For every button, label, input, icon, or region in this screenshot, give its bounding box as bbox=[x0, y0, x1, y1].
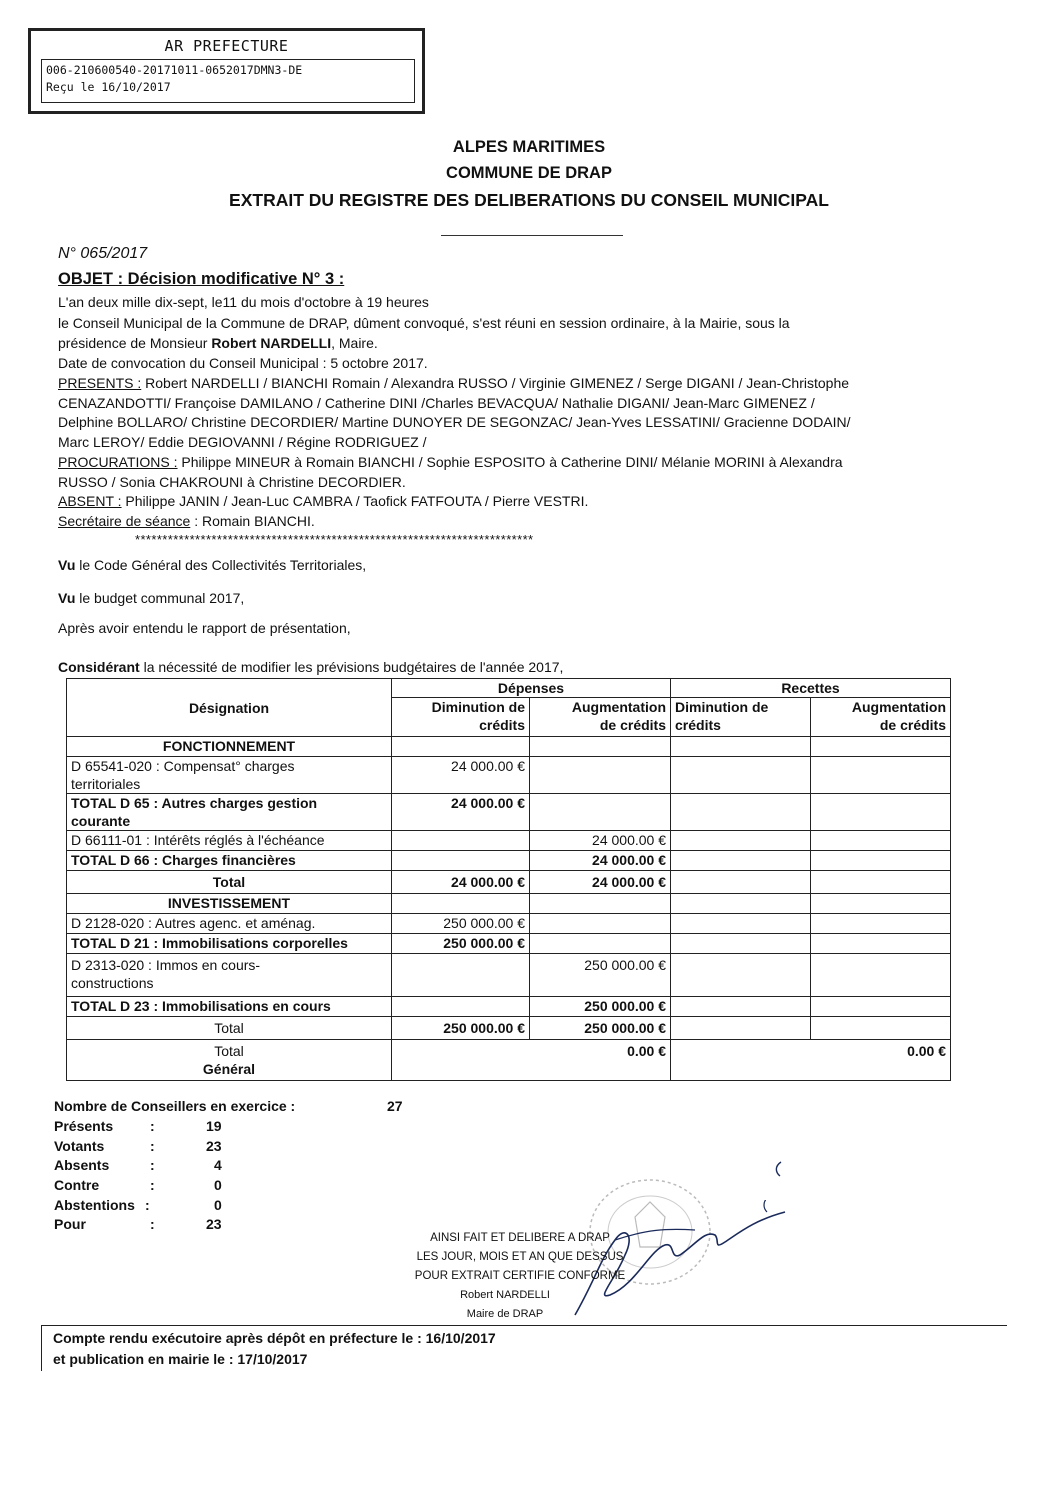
row-d65541-l2: territoriales bbox=[71, 776, 141, 792]
header-dep-augmentation-l2: de crédits bbox=[599, 717, 666, 733]
row-total-fonct-diminution: 24 000.00 € bbox=[392, 871, 530, 894]
table-row bbox=[67, 894, 951, 914]
header-recettes: Recettes bbox=[671, 679, 951, 698]
table-row bbox=[67, 871, 951, 894]
presents-line-2: CENAZANDOTTI/ Françoise DAMILANO / Catherine DINI /Charles BEVACQUA/ Nathalie DIGANI/ Jean-Marc GIMENEZ / bbox=[58, 395, 815, 411]
stat-label: Abstentions bbox=[54, 1197, 135, 1213]
section-fonctionnement: FONCTIONNEMENT bbox=[67, 737, 392, 757]
intro-line-2: le Conseil Municipal de la Commune de DRAP, dûment convoqué, s'est réuni en session ordinaire, à la Mairie, sous la bbox=[58, 315, 790, 331]
header-rec-augmentation-l1: Augmentation bbox=[851, 699, 946, 715]
considerant-text: la nécessité de modifier les prévisions budgétaires de l'année 2017, bbox=[139, 659, 564, 675]
empty-cell bbox=[671, 737, 811, 757]
row-total-fonct-augmentation: 24 000.00 € bbox=[530, 871, 671, 894]
vu-budget-prefix: Vu bbox=[58, 590, 76, 606]
stars-separator: ************************************************************************* bbox=[135, 532, 534, 547]
table-row bbox=[67, 1017, 951, 1040]
stat-value: 19 bbox=[206, 1118, 222, 1134]
secretaire-line bbox=[58, 513, 315, 529]
table-row bbox=[67, 831, 951, 851]
considerant bbox=[58, 659, 563, 675]
intro-line-3 bbox=[58, 335, 378, 351]
row-d66111: D 66111-01 : Intérêts réglés à l'échéance bbox=[67, 831, 392, 851]
intro-line-1: L'an deux mille dix-sept, le11 du mois d'octobre à 19 heures bbox=[58, 294, 429, 310]
row-total-fonctionnement: Total bbox=[67, 871, 392, 894]
row-total-invest-diminution: 250 000.00 € bbox=[392, 1017, 530, 1040]
vu-code-text: le Code Général des Collectivités Territoriales, bbox=[75, 557, 367, 573]
stamp-received-date: Reçu le 16/10/2017 bbox=[46, 80, 171, 94]
row-d65541 bbox=[67, 757, 392, 794]
presents-line-4: Marc LEROY/ Eddie DEGIOVANNI / Régine RODRIGUEZ / bbox=[58, 434, 427, 450]
signature-line-3: POUR EXTRAIT CERTIFIE CONFORME bbox=[414, 1270, 626, 1282]
row-d2128: D 2128-020 : Autres agenc. et aménag. bbox=[67, 914, 392, 934]
table-row bbox=[67, 851, 951, 871]
stat-value: 23 bbox=[206, 1216, 222, 1232]
stamp-title: AR PREFECTURE bbox=[164, 37, 289, 55]
empty-cell bbox=[671, 954, 811, 997]
stat-sep: : bbox=[150, 1177, 155, 1193]
row-d65541-l1: D 65541-020 : Compensat° charges bbox=[71, 758, 295, 774]
row-total-d21-diminution: 250 000.00 € bbox=[392, 934, 530, 954]
table-row bbox=[67, 757, 951, 794]
footer-executoire: Compte rendu exécutoire après dépôt en préfecture le : 16/10/2017 bbox=[53, 1330, 496, 1346]
empty-cell bbox=[392, 997, 530, 1017]
stat-sep: : bbox=[145, 1197, 150, 1213]
empty-cell bbox=[671, 851, 811, 871]
empty-cell bbox=[811, 851, 951, 871]
conseillers-exercice-label: Nombre de Conseillers en exercice : bbox=[54, 1098, 296, 1114]
row-total-general-l2: Général bbox=[202, 1061, 256, 1077]
empty-cell bbox=[392, 954, 530, 997]
absent-label: ABSENT : bbox=[58, 493, 122, 509]
row-total-general bbox=[67, 1040, 392, 1081]
empty-cell bbox=[811, 737, 951, 757]
row-total-invest-augmentation: 250 000.00 € bbox=[530, 1017, 671, 1040]
presents-line-3: Delphine BOLLARO/ Christine DECORDIER/ Martine DUNOYER DE SEGONZAC/ Jean-Yves LESSATINI/ Gracienne DODAIN/ bbox=[58, 414, 851, 430]
header-divider bbox=[441, 235, 623, 236]
empty-cell bbox=[530, 894, 671, 914]
header-designation: Désignation bbox=[67, 679, 392, 737]
header-department: ALPES MARITIMES bbox=[452, 138, 606, 156]
empty-cell bbox=[671, 1017, 811, 1040]
absent-line bbox=[58, 493, 588, 509]
stat-value: 4 bbox=[214, 1157, 222, 1173]
empty-cell bbox=[671, 794, 811, 831]
stat-sep: : bbox=[150, 1118, 155, 1134]
stat-sep: : bbox=[150, 1157, 155, 1173]
empty-cell bbox=[811, 914, 951, 934]
empty-cell bbox=[671, 894, 811, 914]
header-rec-diminution bbox=[671, 698, 811, 737]
deliberation-number: N° 065/2017 bbox=[58, 245, 148, 262]
signature-line-1: AINSI FAIT ET DELIBERE A DRAP bbox=[430, 1232, 610, 1244]
empty-cell bbox=[811, 997, 951, 1017]
empty-cell bbox=[530, 737, 671, 757]
budget-table bbox=[66, 678, 951, 1081]
header-dep-diminution bbox=[392, 698, 530, 737]
vu-code-prefix: Vu bbox=[58, 557, 76, 573]
conseillers-exercice-value: 27 bbox=[387, 1098, 403, 1114]
empty-cell bbox=[530, 914, 671, 934]
empty-cell bbox=[392, 894, 530, 914]
stat-label: Absents bbox=[54, 1157, 110, 1173]
signature-name: Robert NARDELLI bbox=[460, 1289, 550, 1301]
empty-cell bbox=[811, 934, 951, 954]
empty-cell bbox=[671, 871, 811, 894]
apres-rapport: Après avoir entendu le rapport de présentation, bbox=[58, 620, 351, 636]
intro-maire: , Maire. bbox=[331, 335, 378, 351]
header-dep-diminution-l1: Diminution de bbox=[431, 699, 525, 715]
row-d2313 bbox=[67, 954, 392, 997]
empty-cell bbox=[530, 934, 671, 954]
row-total-investissement: Total bbox=[67, 1017, 392, 1040]
stat-sep: : bbox=[150, 1216, 155, 1232]
empty-cell bbox=[671, 934, 811, 954]
header-title: EXTRAIT DU REGISTRE DES DELIBERATIONS DU CONSEIL MUNICIPAL bbox=[229, 190, 829, 210]
empty-cell bbox=[671, 914, 811, 934]
row-total-general-depenses: 0.00 € bbox=[392, 1040, 671, 1081]
header-dep-augmentation bbox=[530, 698, 671, 737]
table-row bbox=[67, 1040, 951, 1081]
table-row bbox=[67, 997, 951, 1017]
row-total-d65-l2: courante bbox=[71, 813, 131, 829]
ink-mark-icon bbox=[772, 1160, 784, 1180]
stat-value: 0 bbox=[214, 1197, 222, 1213]
row-d2128-diminution: 250 000.00 € bbox=[392, 914, 530, 934]
row-total-d23: TOTAL D 23 : Immobilisations en cours bbox=[67, 997, 392, 1017]
objet: OBJET : Décision modificative N° 3 : bbox=[58, 270, 345, 288]
intro-presidence: présidence de Monsieur bbox=[58, 335, 212, 351]
row-d2313-augmentation: 250 000.00 € bbox=[530, 954, 671, 997]
empty-cell bbox=[671, 831, 811, 851]
empty-cell bbox=[811, 794, 951, 831]
empty-cell bbox=[811, 831, 951, 851]
empty-cell bbox=[671, 757, 811, 794]
stamp-reference-box bbox=[41, 59, 415, 103]
stat-value: 23 bbox=[206, 1138, 222, 1154]
absent-text: Philippe JANIN / Jean-Luc CAMBRA / Taofick FATFOUTA / Pierre VESTRI. bbox=[121, 493, 589, 509]
secretaire-text: : Romain BIANCHI. bbox=[190, 513, 315, 529]
header-commune: COMMUNE DE DRAP bbox=[446, 164, 612, 182]
secretaire-label: Secrétaire de séance bbox=[58, 513, 191, 529]
procurations-line-1 bbox=[58, 454, 843, 470]
empty-cell bbox=[811, 871, 951, 894]
header-depenses: Dépenses bbox=[392, 679, 671, 698]
table-row bbox=[67, 794, 951, 831]
empty-cell bbox=[392, 737, 530, 757]
empty-cell bbox=[392, 851, 530, 871]
empty-cell bbox=[671, 997, 811, 1017]
row-total-d66: TOTAL D 66 : Charges financières bbox=[67, 851, 392, 871]
presents-line-1 bbox=[58, 375, 849, 391]
row-total-general-l1: Total bbox=[214, 1043, 244, 1059]
header-rec-augmentation bbox=[811, 698, 951, 737]
empty-cell bbox=[530, 794, 671, 831]
section-investissement: INVESTISSEMENT bbox=[67, 894, 392, 914]
empty-cell bbox=[811, 1017, 951, 1040]
stat-label: Pour bbox=[54, 1216, 86, 1232]
stat-label: Présents bbox=[54, 1118, 114, 1134]
row-d2313-l1: D 2313-020 : Immos en cours- bbox=[71, 957, 261, 973]
header-rec-augmentation-l2: de crédits bbox=[879, 717, 946, 733]
row-total-d65-l1: TOTAL D 65 : Autres charges gestion bbox=[71, 795, 318, 811]
procurations-line-2: RUSSO / Sonia CHAKROUNI à Christine DECORDIER. bbox=[58, 474, 406, 490]
table-row bbox=[67, 737, 951, 757]
header-rec-diminution-l2: crédits bbox=[675, 717, 721, 733]
header-dep-augmentation-l1: Augmentation bbox=[571, 699, 666, 715]
vu-budget bbox=[58, 590, 244, 606]
intro-convocation: Date de convocation du Conseil Municipal : 5 octobre 2017. bbox=[58, 355, 428, 371]
table-row bbox=[67, 914, 951, 934]
mayor-signature-icon bbox=[555, 1200, 795, 1330]
row-total-d23-augmentation: 250 000.00 € bbox=[530, 997, 671, 1017]
table-row bbox=[67, 954, 951, 997]
row-total-d66-augmentation: 24 000.00 € bbox=[530, 851, 671, 871]
table-header-row-1 bbox=[67, 679, 951, 698]
table-row bbox=[67, 934, 951, 954]
signature-line-2: LES JOUR, MOIS ET AN QUE DESSUS bbox=[416, 1251, 624, 1263]
row-total-d65-diminution: 24 000.00 € bbox=[392, 794, 530, 831]
footer-publication: et publication en mairie le : 17/10/2017 bbox=[53, 1351, 308, 1367]
stat-sep: : bbox=[150, 1138, 155, 1154]
stamp-reference: 006-210600540-20171011-0652017DMN3-DE bbox=[46, 63, 303, 77]
row-total-d65 bbox=[67, 794, 392, 831]
row-total-general-recettes: 0.00 € bbox=[671, 1040, 951, 1081]
empty-cell bbox=[811, 757, 951, 794]
stat-value: 0 bbox=[214, 1177, 222, 1193]
presents-label: PRESENTS : bbox=[58, 375, 142, 391]
considerant-prefix: Considérant bbox=[58, 659, 140, 675]
prefecture-stamp bbox=[28, 28, 425, 114]
intro-president-name: Robert NARDELLI bbox=[211, 335, 332, 351]
procurations-text-1: Philippe MINEUR à Romain BIANCHI / Sophie ESPOSITO à Catherine DINI/ Mélanie MORINI à Alexandra bbox=[177, 454, 843, 470]
stat-label: Votants bbox=[54, 1138, 105, 1154]
empty-cell bbox=[392, 831, 530, 851]
row-total-d21: TOTAL D 21 : Immobilisations corporelles bbox=[67, 934, 392, 954]
header-dep-diminution-l2: crédits bbox=[479, 717, 525, 733]
row-d2313-l2: constructions bbox=[71, 975, 154, 991]
header-rec-diminution-l1: Diminution de bbox=[675, 699, 769, 715]
empty-cell bbox=[530, 757, 671, 794]
stat-label: Contre bbox=[54, 1177, 100, 1193]
presents-text-1: Robert NARDELLI / BIANCHI Romain / Alexandra RUSSO / Virginie GIMENEZ / Serge DIGANI / Jean-Christophe bbox=[141, 375, 850, 391]
empty-cell bbox=[811, 894, 951, 914]
procurations-label: PROCURATIONS : bbox=[58, 454, 178, 470]
row-d65541-diminution: 24 000.00 € bbox=[392, 757, 530, 794]
vu-code bbox=[58, 557, 366, 573]
vu-budget-text: le budget communal 2017, bbox=[75, 590, 245, 606]
empty-cell bbox=[811, 954, 951, 997]
signature-title: Maire de DRAP bbox=[466, 1308, 544, 1320]
row-d66111-augmentation: 24 000.00 € bbox=[530, 831, 671, 851]
